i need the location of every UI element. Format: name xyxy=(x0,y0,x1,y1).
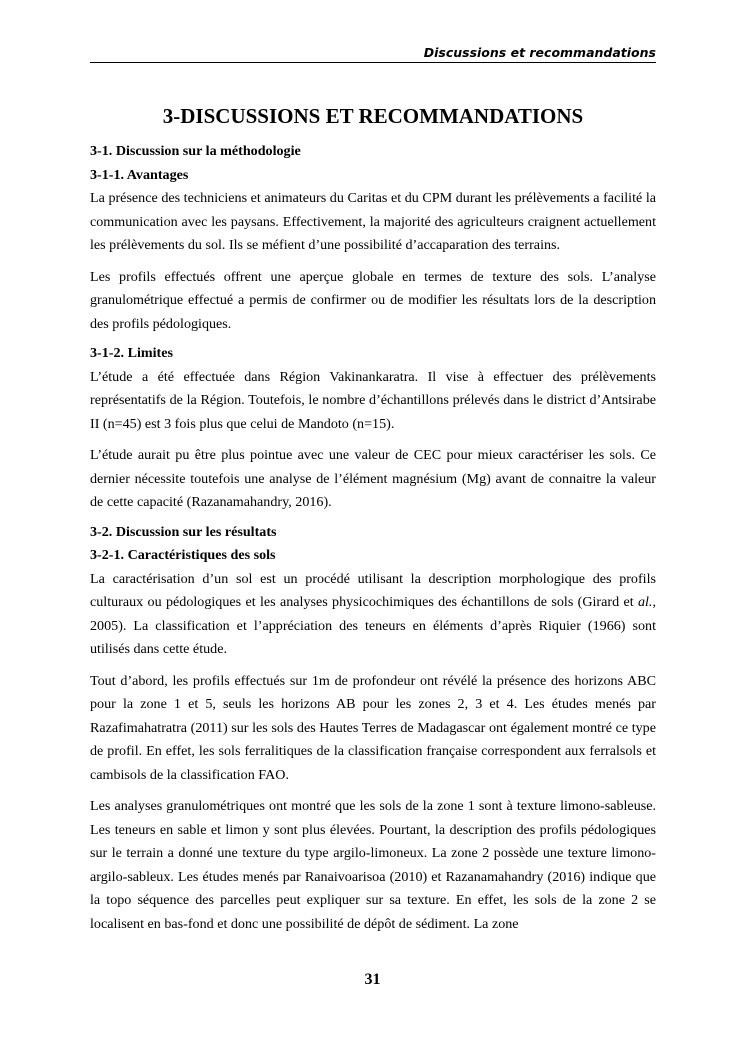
paragraph-limites-1: L’étude a été effectuée dans Région Vakinankaratra. Il vise à effectuer des prélèvements représentatifs de la Région. Toutefois, le nombre d’échantillons prélevés dans le district d’Antsirabe II (n=45) est 3 fois plus que celui de Mandoto (n=15). xyxy=(90,368,656,432)
section-heading-3-1: 3-1. Discussion sur la méthodologie xyxy=(90,143,301,159)
paragraph-text-part: La caractérisation d’un sol est un procédé utilisant la description morphologique des profils culturaux ou pédologiques et les analyses physicochimiques des échantillons de sols (Girard et xyxy=(90,570,656,610)
subsection-heading-3-1-2: 3-1-2. Limites xyxy=(90,345,173,361)
section-heading-3-2: 3-2. Discussion sur les résultats xyxy=(90,523,277,540)
chapter-title: 3-DISCUSSIONS ET RECOMMANDATIONS xyxy=(162,104,584,128)
paragraph-text-part: , 2005). La classification et l’appréciation des teneurs en éléments d’après Riquier (1966) sont utilisés dans cette étude. xyxy=(90,594,656,657)
paragraph-limites-2: L’étude aurait pu être plus pointue avec une valeur de CEC pour mieux caractériser les sols. Ce dernier nécessite toutefois une analyse de l’élément magnésium (Mg) avant de connaitre la valeur de cette capacité (Razanamahandry, 2016). xyxy=(90,447,656,510)
paragraph-avantages-1: La présence des techniciens et animateurs du Caritas et du CPM durant les prélèvements a facilité la communication avec les paysans. Effectivement, la majorité des agriculteurs craignent actuellement les prélèvements du sol. Ils se méfient d’une possibilité d’accaparation des terrains. xyxy=(90,190,656,253)
paragraph-caracteristiques-3: Les analyses granulométriques ont montré que les sols de la zone 1 sont à texture limono-sableuse. Les teneurs en sable et limon y sont plus élevées. Pourtant, la description des profils pédologiques sur le terrain a donné une texture du type argilo-limoneux. La zone 2 possède une texture limono-argilo-sableux. Les études menés par Ranaivoarisoa (2010) et Razanamahandry (2016) indique que la topo séquence des parcelles peut expliquer sur sa texture. En effet, les sols de la zone 2 se localisent en bas-fond et donc une possibilité de dépôt de sédiment. La zone xyxy=(90,798,656,932)
italic-et-al: al. xyxy=(637,594,653,610)
page-content xyxy=(90,100,656,944)
subsection-heading-3-1-1: 3-1-1. Avantages xyxy=(90,166,189,183)
paragraph-caracteristiques-2: Tout d’abord, les profils effectués sur 1m de profondeur ont révélé la présence des horizons ABC pour la zone 1 et 5, seuls les horizons AB pour les zones 2, 3 et 4. Les études menés par Razafimahatratra (2011) sur les sols des Hautes Terres de Madagascar ont également montré ce type de profil. En effet, les sols ferralitiques de la classification française correspondent aux ferralsols et cambisols de la classification FAO. xyxy=(90,672,656,783)
paragraph-caracteristiques-1 xyxy=(90,568,656,662)
running-header: Discussions et recommandations xyxy=(423,45,656,60)
header-rule xyxy=(90,62,656,63)
page-number: 31 xyxy=(364,971,381,988)
subsection-heading-3-2-1: 3-2-1. Caractéristiques des sols xyxy=(90,547,276,563)
paragraph-avantages-2: Les profils effectués offrent une aperçue globale en termes de texture des sols. L’analyse granulométrique effectué a permis de confirmer ou de modifier les résultats lors de la description des profils pédologiques. xyxy=(90,268,656,332)
